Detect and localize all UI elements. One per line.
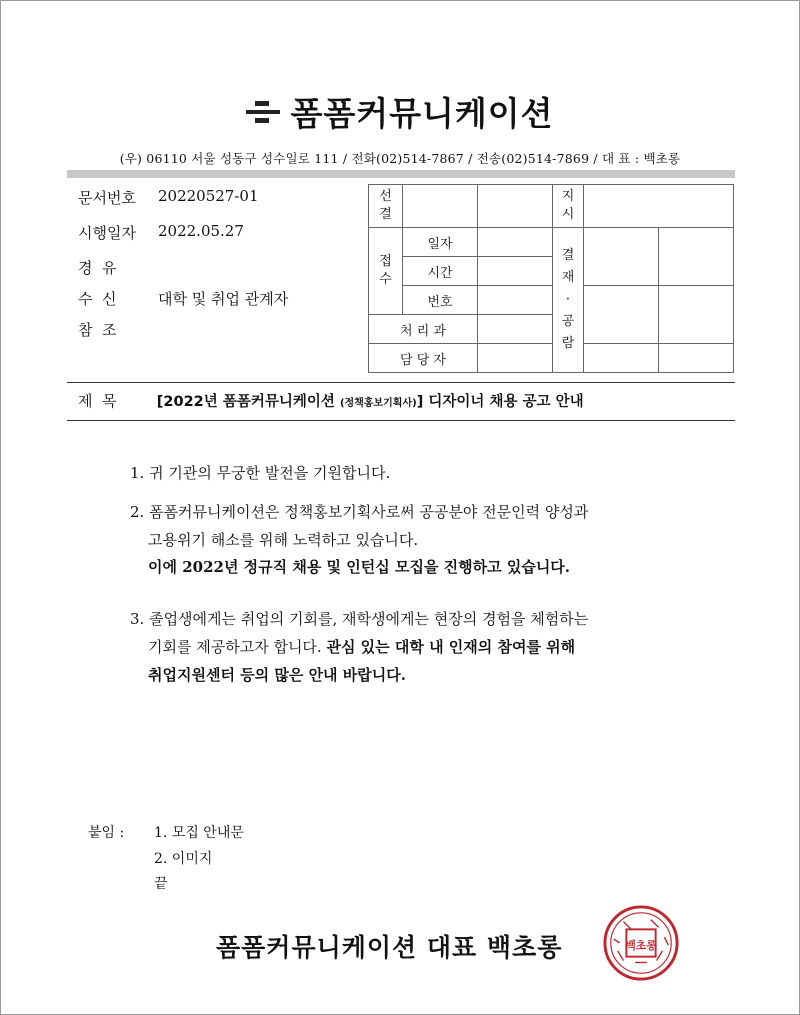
blank-cell [403,185,478,228]
number-label-cell: 번호 [403,286,478,315]
subject-title-part2: ] 디자이너 채용 공고 안내 [416,394,584,410]
subject-title-part1: [2022년 폼폼커뮤니케이션 [156,394,340,410]
subject-line [78,390,584,411]
number-value-cell [478,286,553,315]
company-logo-icon [246,101,280,123]
seal-text: 백초롱 [625,938,657,952]
paragraph-2-line-2: 고용위기 해소를 위해 노력하고 있습니다. [148,531,419,549]
header-divider [67,170,735,178]
paragraph-2-line-3: 이에 2022년 정규직 채용 및 인턴십 모집을 진행하고 있습니다. [148,558,571,576]
instruction-cell [584,185,734,228]
company-seal-icon [602,904,680,982]
doc-no-value: 20220527-01 [158,187,259,205]
recipient-label: 수 신 [78,290,117,308]
approval-box [659,344,734,373]
manager-label-cell: 담 당 자 [369,344,478,373]
instruction-header-cell: 지 시 [553,185,584,228]
dept-label-cell: 처 리 과 [369,315,478,344]
subject-label: 제 목 [78,392,117,410]
dept-value-cell [478,315,553,344]
time-value-cell [478,257,553,286]
recipient-value: 대학 및 취업 관계자 [158,290,289,308]
manager-value-cell [478,344,553,373]
address-line: (우) 06110 서울 성동구 성수일로 111 / 전화(02)514-7867 / 전송(02)514-7869 / 대 표 : 백초롱 [119,151,681,166]
time-label-cell: 시간 [403,257,478,286]
approval-side-cell: 결 재 · 공 람 [553,228,584,373]
attachment-item-1: 1. 모집 안내문 [154,825,244,841]
attachment-item-2: 2. 이미지 [154,851,213,867]
paragraph-3-line-3: 취업지원센터 등의 많은 안내 바랍니다. [148,666,406,684]
paragraph-2-line-1: 2. 폼폼커뮤니케이션은 정책홍보기획사로써 공공분야 전문인력 양성과 [130,503,589,521]
attachment-label: 붙임 : [88,825,125,841]
reference-label: 참 조 [78,321,117,339]
approval-box [659,286,734,344]
org-name: 폼폼커뮤니케이션 [290,94,554,133]
receipt-header-cell: 선 결 [369,185,403,228]
date-value: 2022.05.27 [158,222,244,240]
date-value-cell [478,228,553,257]
via-label: 경 유 [78,259,117,277]
blank-cell [478,185,553,228]
receipt-side-cell: 접 수 [369,228,403,315]
paragraph-3-line-1: 3. 졸업생에게는 취업의 기회를, 재학생에게는 현장의 경험을 체험하는 [130,610,589,628]
end-mark: 끝 [154,876,168,892]
date-label-cell: 일자 [403,228,478,257]
approval-box [659,228,734,286]
approval-box [584,286,659,344]
approval-box [584,228,659,286]
paragraph-1: 1. 귀 기관의 무궁한 발전을 기원합니다. [130,464,391,482]
subject-title-small: (정책홍보기획사) [339,398,417,409]
approval-box [584,344,659,373]
subject-bottom-rule [67,420,735,421]
date-label: 시행일자 [78,224,136,242]
letterhead [0,88,800,135]
signature-line: 폼폼커뮤니케이션 대표 백초롱 [216,933,563,962]
subject-top-rule [67,382,735,383]
paragraph-3-line-2: 기회를 제공하고자 합니다. 관심 있는 대학 내 인재의 참여를 위해 [148,638,576,656]
doc-no-label: 문서번호 [78,189,136,207]
approval-table [368,184,734,373]
